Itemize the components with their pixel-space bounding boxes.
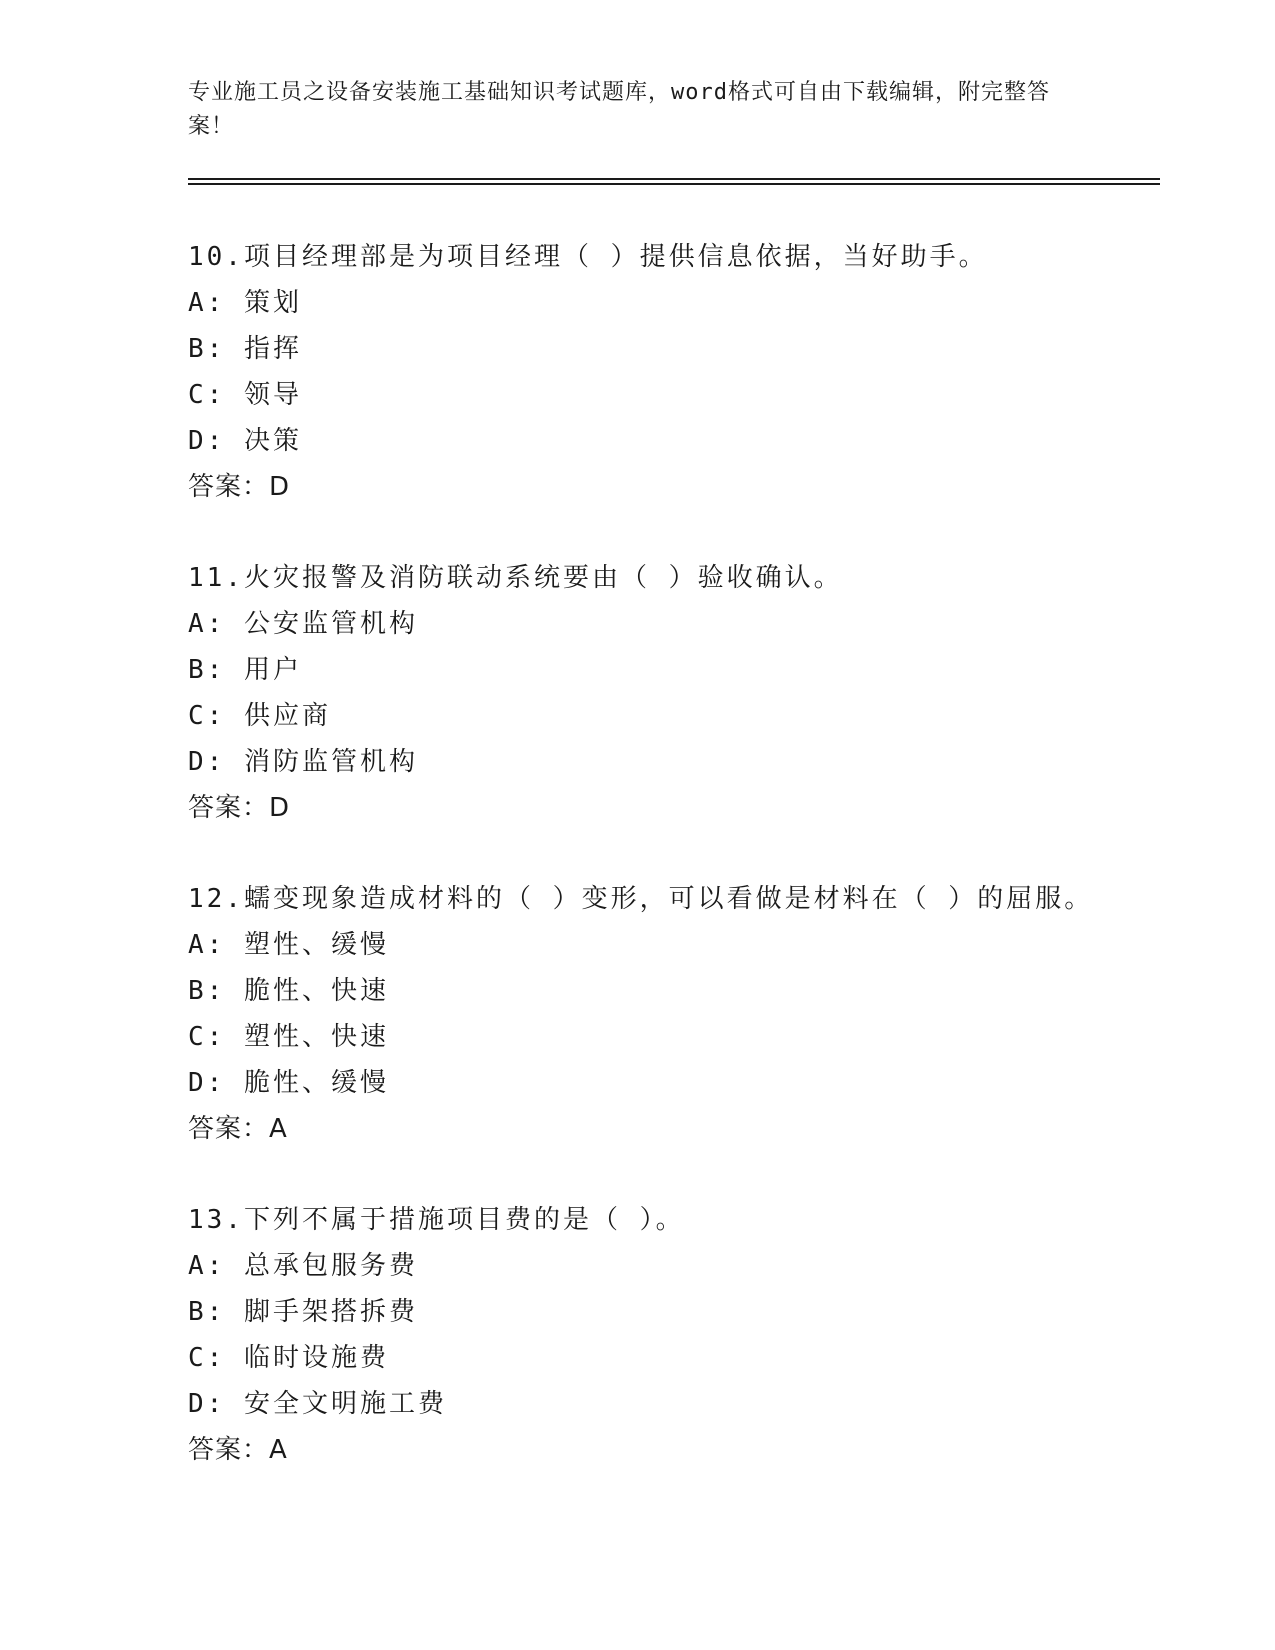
question-block [188, 876, 1188, 1152]
question-stem: 11.火灾报警及消防联动系统要由（ ）验收确认。 [188, 563, 843, 593]
answer-line: 答案：A [188, 1435, 288, 1465]
option-b: B: 指挥 [188, 334, 302, 364]
option-c: C: 领导 [188, 380, 302, 410]
question-block [188, 555, 1188, 831]
option-d: D: 安全文明施工费 [188, 1389, 447, 1419]
option-a: A: 总承包服务费 [188, 1251, 418, 1281]
header-divider-bottom [188, 183, 1160, 185]
answer-line: 答案：D [188, 793, 291, 823]
option-d: D: 脆性、缓慢 [188, 1068, 389, 1098]
question-stem: 10.项目经理部是为项目经理（ ）提供信息依据，当好助手。 [188, 242, 988, 272]
option-c: C: 供应商 [188, 701, 331, 731]
question-block [188, 234, 1188, 510]
document-header: 专业施工员之设备安装施工基础知识考试题库，word格式可自由下载编辑，附完整答案！ [188, 80, 1050, 139]
option-d: D: 消防监管机构 [188, 747, 418, 777]
option-a: A: 公安监管机构 [188, 609, 418, 639]
answer-line: 答案：A [188, 1114, 288, 1144]
option-c: C: 塑性、快速 [188, 1022, 389, 1052]
question-block [188, 1197, 1188, 1473]
option-b: B: 脚手架搭拆费 [188, 1297, 418, 1327]
option-b: B: 用户 [188, 655, 302, 685]
option-a: A: 策划 [188, 288, 302, 318]
answer-line: 答案：D [188, 472, 291, 502]
option-d: D: 决策 [188, 426, 302, 456]
header-divider-top [188, 178, 1160, 180]
option-c: C: 临时设施费 [188, 1343, 389, 1373]
question-stem: 12.蠕变现象造成材料的（ ）变形，可以看做是材料在（ ）的屈服。 [188, 884, 1094, 914]
option-a: A: 塑性、缓慢 [188, 930, 389, 960]
option-b: B: 脆性、快速 [188, 976, 389, 1006]
question-stem: 13.下列不属于措施项目费的是（ ）。 [188, 1205, 685, 1235]
